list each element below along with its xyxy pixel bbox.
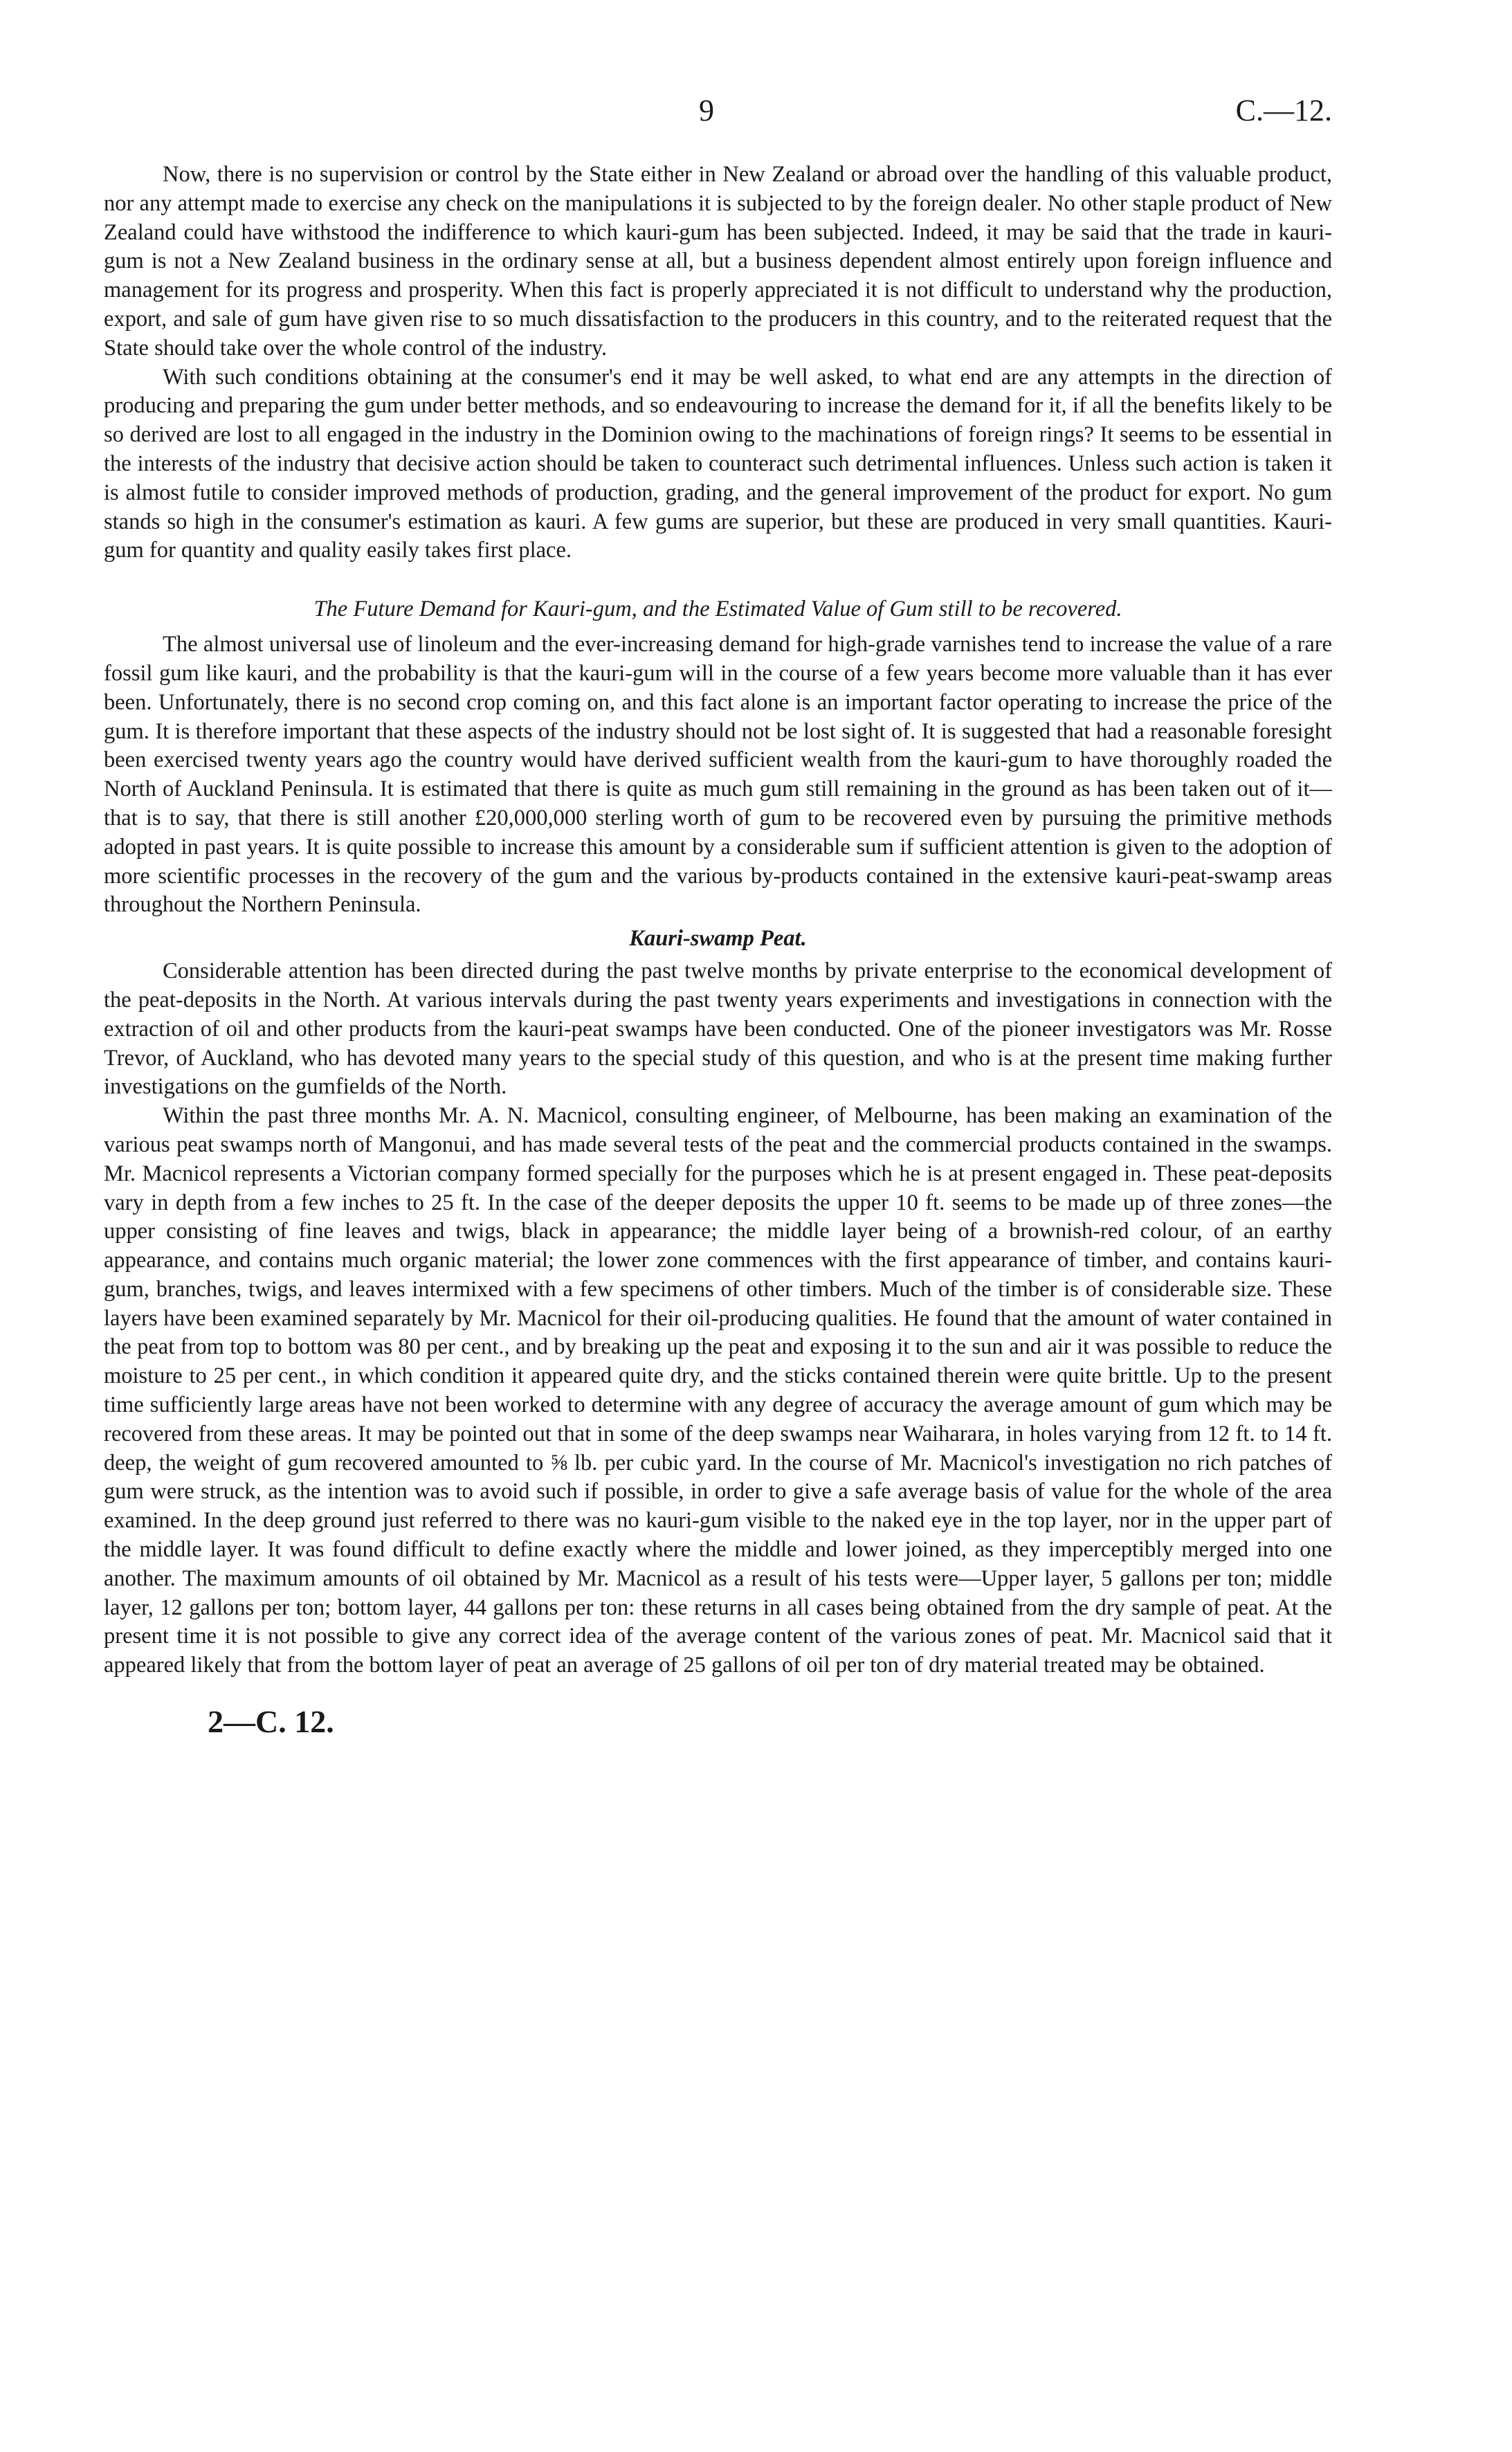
body-paragraph: With such conditions obtaining at the consumer's end it may be well asked, to what end are any attempts in the direction of producing and preparing the gum under better methods, and so endeavouring to increase the demand for it, if all the benefits likely to be so derived are lost to all engaged in the industry in the Dominion owing to the machinations of foreign rings? It seems to be essential in the interests of the industry that decisive action should be taken to counteract such detrimental influences. Unless such action is taken it is almost futile to consider improved methods of production, grading, and the general improvement of the product for export. No gum stands so high in the consumer's estimation as kauri. A few gums are superior, but these are produced in very small quantities. Kauri-gum for quantity and quality easily takes first place.: [104, 364, 1332, 563]
body-paragraph: Now, there is no supervision or control by the State either in New Zealand or abroad over the handling of this valuable product, nor any attempt made to exercise any check on the manipulations it is subjected to by the foreign dealer. No other staple product of New Zealand could have withstood the indifference to which kauri-gum has been subjected. Indeed, it may be said that the trade in kauri-gum is not a New Zealand business in the ordinary sense at all, but a business dependent almost entirely upon foreign influence and management for its progress and prosperity. When this fact is properly appreciated it is not difficult to understand why the production, export, and sale of gum have given rise to so much dissatisfaction to the producers in this country, and to the reiterated request that the State should take over the whole control of the industry.: [104, 162, 1332, 361]
body-paragraph: Within the past three months Mr. A. N. Macnicol, consulting engineer, of Melbourne, has been making an examination of the various peat swamps north of Mangonui, and has made several tests of the peat and the commercial products contained in the swamps. Mr. Macnicol represents a Victorian company formed specially for the purposes which he is at present engaged in. These peat-deposits vary in depth from a few inches to 25 ft. In the case of the deeper deposits the upper 10 ft. seems to be made up of three zones—the upper consisting of fine leaves and twigs, black in appearance; the middle layer being of a brownish-red colour, of an earthy appearance, and contains much organic material; the lower zone commences with the first appearance of timber, and contains kauri-gum, branches, twigs, and leaves intermixed with a few specimens of other timbers. Much of the timber is of considerable size. These layers have been examined separately by Mr. Macnicol for their oil-producing qualities. He found that the amount of water contained in the peat from top to bottom was 80 per cent., and by breaking up the peat and exposing it to the sun and air it was possible to reduce the moisture to 25 per cent., in which condition it appeared quite dry, and the sticks contained therein were quite brittle. Up to the present time sufficiently large areas have not been worked to determine with any degree of accuracy the average amount of gum which may be recovered from these areas. It may be pointed out that in some of the deep swamps near Waiharara, in holes varying from 12 ft. to 14 ft. deep, the weight of gum recovered amounted to ⅝ lb. per cubic yard. In the course of Mr. Macnicol's investigation no rich patches of gum were struck, as the intention was to avoid such if possible, in order to give a safe average basis of value for the whole of the area examined. In the deep ground just referred to there was no kauri-gum visible to the naked eye in the top layer, nor in the upper part of the middle layer. It was found difficult to define exactly where the middle and lower joined, as they imperceptibly merged into one another. The maximum amounts of oil obtained by Mr. Macnicol as a result of his tests were—Upper layer, 5 gallons per ton; middle layer, 12 gallons per ton; bottom layer, 44 gallons per ton: these returns in all cases being obtained from the dry sample of peat. At the present time it is not possible to give any correct idea of the average content of the various zones of peat. Mr. Macnicol said that it appeared likely that from the bottom layer of peat an average of 25 gallons of oil per ton of dry material treated may be obtained.: [104, 1103, 1332, 1678]
page-number: 9: [699, 93, 714, 127]
section-heading: Kauri-swamp Peat.: [629, 926, 807, 952]
body-paragraph: Considerable attention has been directed during the past twelve months by private enterprise to the economical development of the peat-deposits in the North. At various intervals during the past twenty years experiments and investigations in connection with the extraction of oil and other products from the kauri-peat swamps have been conducted. One of the pioneer investigators was Mr. Rosse Trevor, of Auckland, who has devoted many years to the special study of this question, and who is at the present time making further investigations on the gumfields of the North.: [104, 959, 1332, 1100]
signature-reference: 2—C. 12.: [208, 1704, 334, 1740]
page-header: [104, 90, 1332, 131]
document-reference: C.—12.: [1235, 93, 1332, 127]
document-page: [104, 90, 1332, 1743]
body-paragraph: The almost universal use of linoleum and the ever-increasing demand for high-grade varnishes tend to increase the value of a rare fossil gum like kauri, and the probability is that the kauri-gum will in the course of a few years become more valuable than it has ever been. Unfortunately, there is no second crop coming on, and this fact alone is an important factor operating to increase the price of the gum. It is therefore important that these aspects of the industry should not be lost sight of. It is suggested that had a reasonable foresight been exercised twenty years ago the country would have derived sufficient wealth from the kauri-gum to have thoroughly roaded the North of Auckland Peninsula. It is estimated that there is quite as much gum still remaining in the ground as has been taken out of it—that is to say, that there is still another £20,000,000 sterling worth of gum to be recovered even by pursuing the primitive methods adopted in past years. It is quite possible to increase this amount by a considerable sum if sufficient attention is given to the adoption of more scientific processes in the recovery of the gum and the various by-products contained in the extensive kauri-peat-swamp areas throughout the Northern Peninsula.: [104, 632, 1332, 918]
section-heading: The Future Demand for Kauri-gum, and the Estimated Value of Gum still to be recovered.: [313, 597, 1122, 622]
